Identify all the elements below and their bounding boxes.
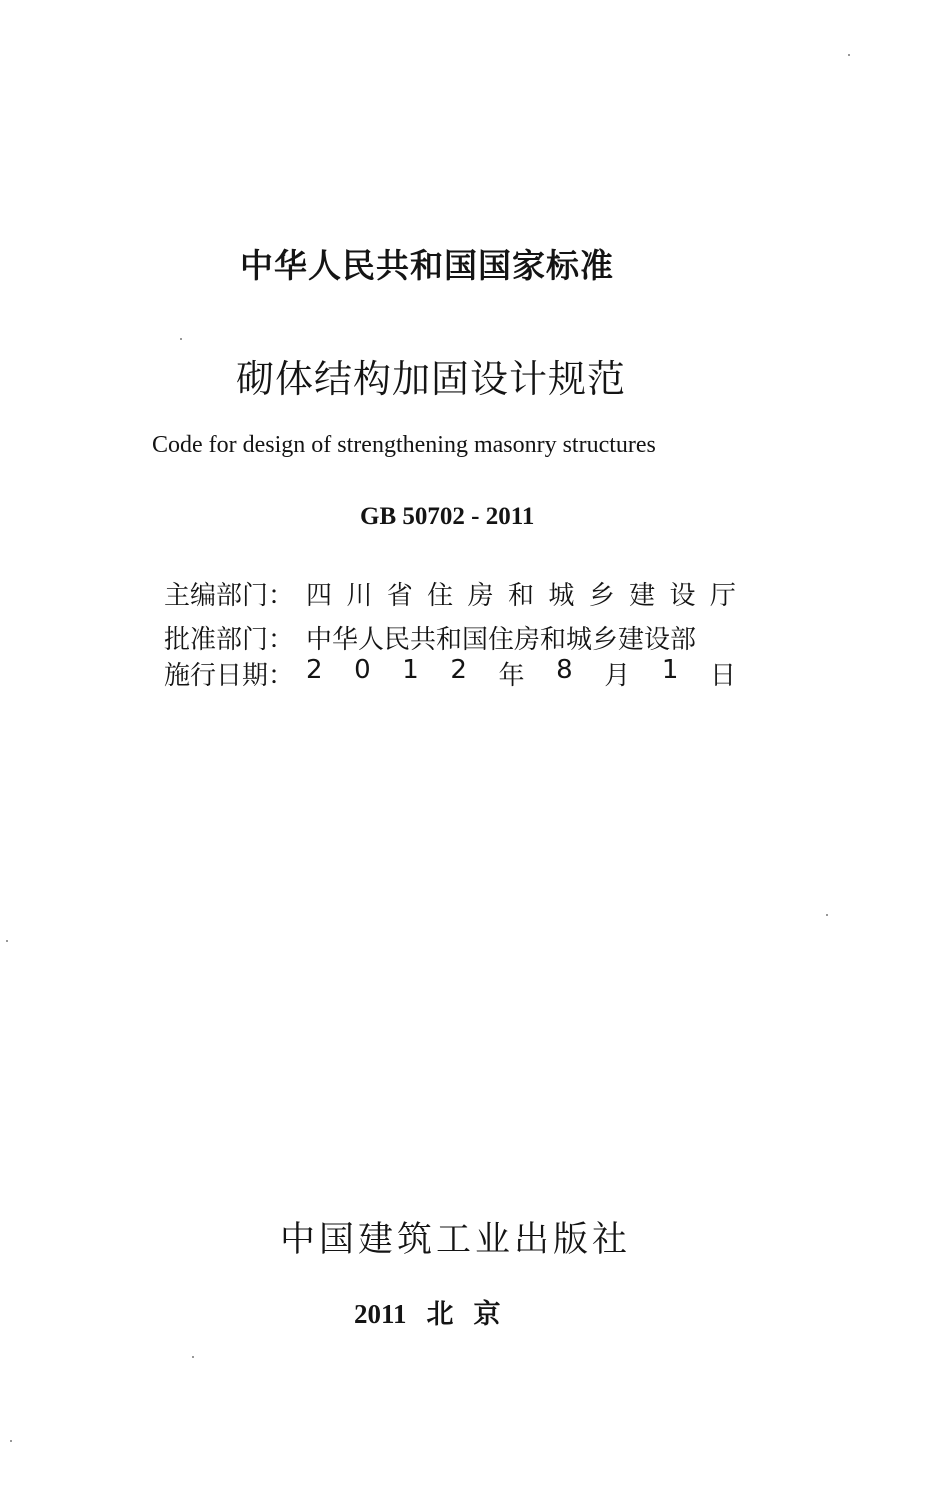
chief-editor-char: 房 bbox=[467, 580, 494, 611]
effective-date-value bbox=[306, 655, 736, 692]
document-title-english: Code for design of strengthening masonry structures bbox=[152, 432, 656, 458]
effective-date-char: 2 bbox=[306, 654, 323, 685]
scan-speck bbox=[180, 338, 182, 340]
approved-by-label: 批准部门： bbox=[164, 624, 295, 655]
chief-editor-char: 厅 bbox=[709, 580, 736, 611]
effective-date-char: 日 bbox=[709, 660, 736, 691]
chief-editor-value bbox=[306, 575, 736, 612]
scan-speck bbox=[6, 940, 8, 942]
imprint-year: 2011 bbox=[354, 1299, 407, 1329]
effective-date-char: 0 bbox=[354, 654, 371, 685]
chief-editor-char: 建 bbox=[629, 580, 656, 611]
chief-editor-row bbox=[164, 575, 736, 611]
chief-editor-char: 住 bbox=[427, 580, 454, 611]
effective-date-char: 年 bbox=[498, 660, 525, 691]
chief-editor-char: 设 bbox=[669, 580, 696, 611]
scan-speck bbox=[826, 914, 828, 916]
effective-date-char: 2 bbox=[450, 654, 467, 685]
effective-date-row bbox=[164, 655, 736, 691]
chief-editor-char: 川 bbox=[346, 580, 373, 611]
imprint-line bbox=[354, 1292, 554, 1331]
approved-by-row bbox=[164, 619, 736, 655]
scan-speck bbox=[192, 1356, 194, 1358]
chief-editor-char: 乡 bbox=[588, 580, 615, 611]
chief-editor-label: 主编部门： bbox=[164, 580, 295, 611]
approved-by-value: 中华人民共和国住房和城乡建设部 bbox=[306, 624, 697, 655]
scan-speck bbox=[10, 1440, 12, 1442]
effective-date-char: 月 bbox=[604, 660, 631, 691]
document-title-chinese: 砌体结构加固设计规范 bbox=[236, 357, 627, 401]
effective-date-char: 1 bbox=[661, 654, 679, 685]
effective-date-char: 8 bbox=[556, 654, 573, 685]
imprint-city-char: 北 bbox=[426, 1299, 454, 1329]
effective-date-label: 施行日期： bbox=[164, 660, 295, 691]
standard-series-heading: 中华人民共和国国家标准 bbox=[240, 246, 614, 285]
scan-speck bbox=[848, 54, 850, 56]
chief-editor-char: 城 bbox=[548, 580, 575, 611]
chief-editor-char: 省 bbox=[386, 580, 413, 611]
effective-date-char: 1 bbox=[402, 654, 419, 685]
imprint-city-char: 京 bbox=[473, 1299, 501, 1329]
chief-editor-char: 四 bbox=[306, 580, 333, 611]
chief-editor-char: 和 bbox=[507, 580, 534, 611]
publisher-name: 中国建筑工业出版社 bbox=[280, 1220, 632, 1260]
standard-code: GB 50702 - 2011 bbox=[360, 503, 535, 530]
